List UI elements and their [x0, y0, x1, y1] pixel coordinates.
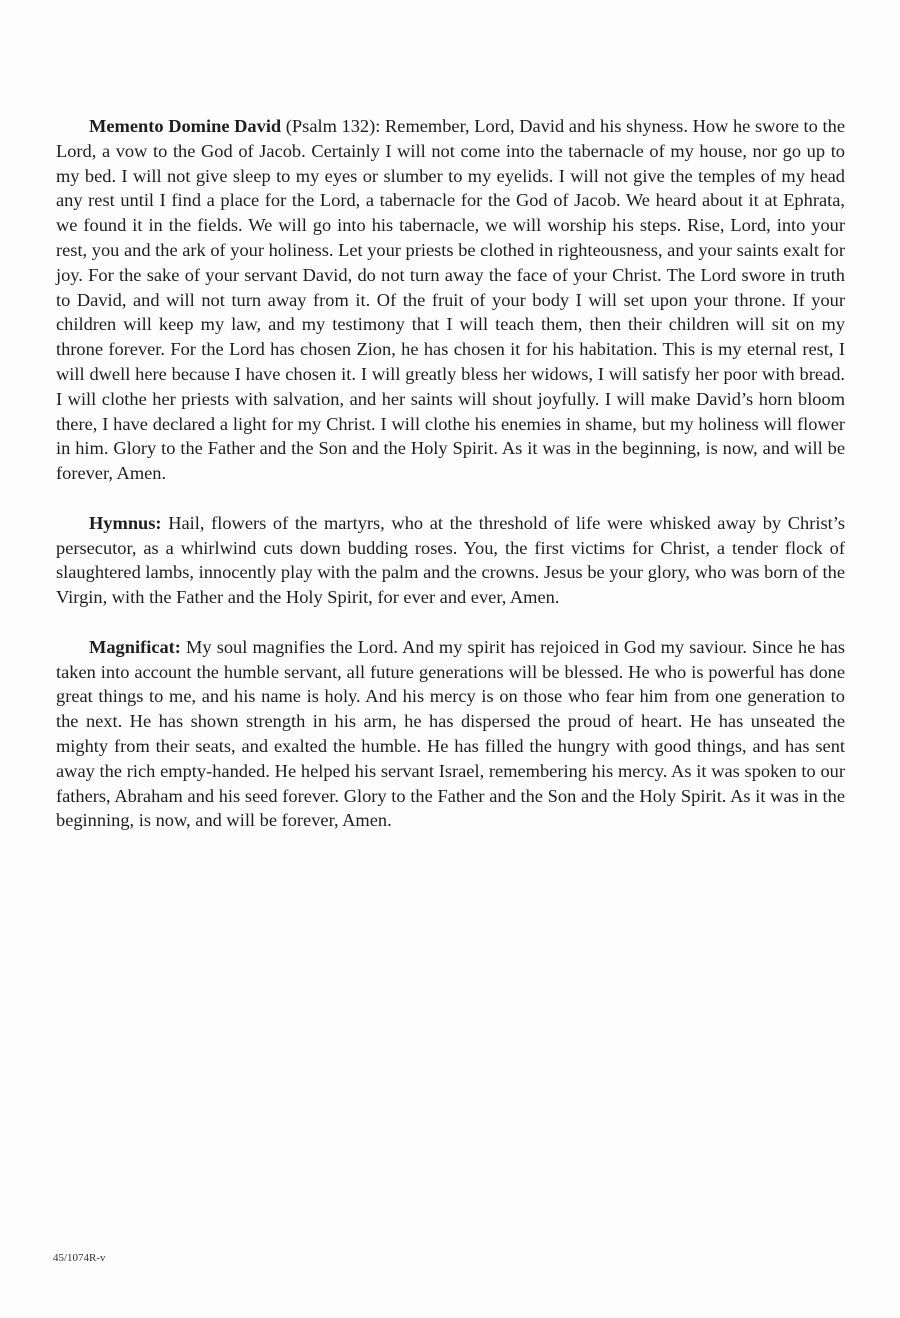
paragraph-memento-domine-david [56, 114, 845, 486]
page-footer-code: 45/1074R-v [53, 1252, 106, 1264]
paragraph-heading: Memento Domine David [89, 116, 282, 136]
paragraph-heading: Magnificat: [89, 636, 181, 657]
paragraph-hymnus [56, 511, 845, 610]
paragraph-text: My soul magnifies the Lord. And my spirit has rejoiced in God my saviour. Since he has taken into account the humble servant, all future generations will be blessed. He who is powerful has done great things to me, and his name is holy. And his mercy is on those who fear him from one generation to the next. He has shown strength in his arm, he has dispersed the proud of heart. He has unseated the mighty from their seats, and exalted the humble. He has filled the hungry with good things, and has sent away the rich empty-handed. He helped his servant Israel, remembering his mercy. As it was spoken to our fathers, Abraham and his seed forever. Glory to the Father and the Son and the Holy Spirit. As it was in the beginning, is now, and will be forever, Amen. [56, 636, 845, 831]
document-body [56, 114, 845, 858]
paragraph-heading: Hymnus: [89, 512, 162, 533]
paragraph-text: Hail, flowers of the martyrs, who at the threshold of life were whisked away by Christ’s persecutor, as a whirlwind cuts down budding roses. You, the first victims for Christ, a tender flock of slaughtered lambs, innocently play with the palm and the crowns. Jesus be your glory, who was born of the Virgin, with the Father and the Holy Spirit, for ever and ever, Amen. [56, 512, 845, 608]
paragraph-magnificat [56, 635, 845, 833]
paragraph-text: (Psalm 132): Remember, Lord, David and his shyness. How he swore to the Lord, a vow to the God of Jacob. Certainly I will not come into the tabernacle of my house, nor go up to my bed. I will not give sleep to my eyes or slumber to my eyelids. I will not give the temples of my head any rest until I find a place for the Lord, a tabernacle for the God of Jacob. We heard about it at Ephrata, we found it in the fields. We will go into his tabernacle, we will worship his steps. Rise, Lord, into your rest, you and the ark of your holiness. Let your priests be clothed in righteousness, and your saints exalt for joy. For the sake of your servant David, do not turn away the face of your Christ. The Lord swore in truth to David, and will not turn away from it. Of the fruit of your body I will set upon your throne. If your children will keep my law, and my testimony that I will teach them, then their children will sit on my throne forever. For the Lord has chosen Zion, he has chosen it for his habitation. This is my eternal rest, I will dwell here because I have chosen it. I will greatly bless her widows, I will satisfy her poor with bread. I will clothe her priests with salvation, and her saints will shout joyfully. I will make David’s horn bloom there, I have declared a light for my Christ. I will clothe his enemies in shame, but my holiness will flower in him. Glory to the Father and the Son and the Holy Spirit. As it was in the beginning, is now, and will be forever, Amen. [56, 116, 845, 484]
